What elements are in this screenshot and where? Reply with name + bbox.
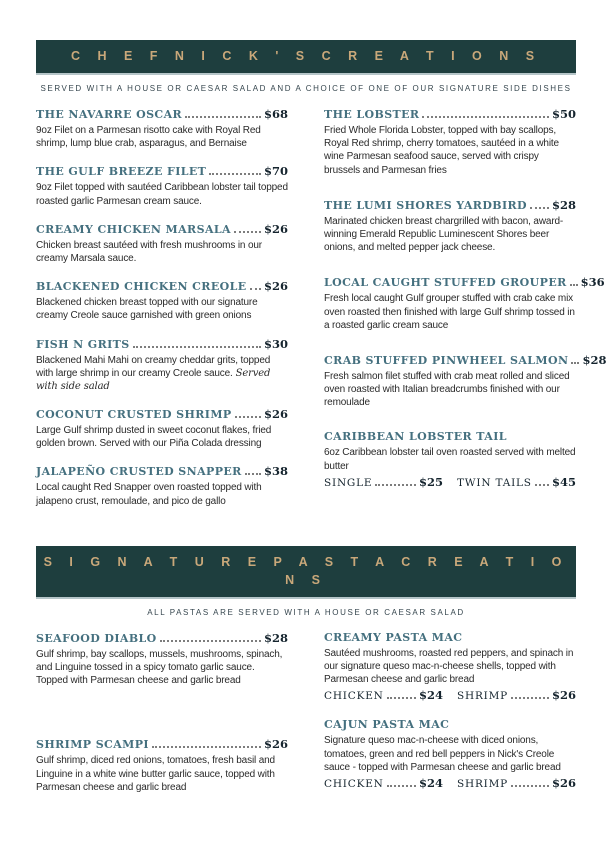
item-description <box>36 239 288 265</box>
variant-option <box>457 688 576 702</box>
section-banner <box>36 546 576 597</box>
item-description-text: Fried Whole Florida Lobster, topped with bay scallops, Royal Red shrimp, cherry tomatoes, sautéed in a white wine Parmesan seafood sauce, served with crispy brussels and Parmesan fries <box>324 125 559 176</box>
menu-section <box>36 546 576 844</box>
variant-label: SINGLE <box>324 476 373 489</box>
item-description-text: Gulf shrimp, bay scallops, mussels, mushrooms, spinach, and Linguine tossed in a spicy tomato garlic sauce. Topped with Parmesan cheese and garlic bread <box>36 648 283 687</box>
left-column <box>36 631 288 844</box>
item-description <box>324 124 576 177</box>
variant-price: $25 <box>418 474 443 489</box>
dotted-leader <box>133 346 261 348</box>
variant-price: $45 <box>551 474 576 489</box>
item-price: $68 <box>263 107 288 121</box>
item-description <box>324 446 576 472</box>
item-description <box>36 754 288 794</box>
item-description-text: Blackened chicken breast topped with our signature creamy Creole sauce garnished with green onions <box>36 297 258 322</box>
section-subtitle: ALL PASTAS ARE SERVED WITH A HOUSE OR CAESAR SALAD <box>147 607 465 617</box>
item-description <box>324 215 576 255</box>
menu-item <box>324 631 576 703</box>
dotted-leader <box>570 284 578 286</box>
item-description-text: Sautéed mushrooms, roasted red peppers, and spinach in our signature queso mac-n-cheese shells, topped with Parmesan cheese and garlic bread <box>324 647 574 686</box>
item-name: SEAFOOD DIABLO <box>36 631 157 645</box>
item-header <box>324 198 576 212</box>
menu-section <box>36 40 607 522</box>
item-name: SHRIMP SCAMPI <box>36 738 149 752</box>
variant-label: SHRIMP <box>457 690 509 703</box>
item-price: $26 <box>263 737 288 752</box>
menu-content <box>36 40 607 844</box>
right-column <box>324 107 607 522</box>
dotted-leader <box>530 207 549 209</box>
item-description-text: Fresh salmon filet stuffed with crab meat rolled and sliced oven roasted with Italian breadcrumbs finished with our remoulade <box>324 370 570 409</box>
item-header <box>36 737 288 751</box>
item-description-text: Marinated chicken breast chargrilled with bacon, award-winning Emerald Republic Luminescent Shores beer onions, and melted pepper jack cheese. <box>324 215 564 254</box>
variant-label: CHICKEN <box>324 777 384 790</box>
item-description <box>36 481 288 507</box>
dotted-leader <box>571 362 579 364</box>
item-price: $28 <box>582 352 607 367</box>
item-description <box>36 296 288 322</box>
right-column <box>324 631 576 844</box>
item-description <box>36 424 288 450</box>
menu-item <box>36 464 288 507</box>
left-column <box>36 107 288 522</box>
item-header <box>324 107 576 121</box>
item-description-text: Fresh local caught Gulf grouper stuffed with crab cake mix oven roasted then finished with large Gulf shrimp tossed in a roasted garlic cream sauce <box>324 293 575 331</box>
item-name: BLACKENED CHICKEN CREOLE <box>36 280 247 294</box>
item-price: $50 <box>551 107 576 121</box>
item-price: $38 <box>263 464 288 479</box>
menu-item <box>36 222 288 265</box>
variant-option <box>324 475 443 489</box>
menu-item <box>324 352 607 410</box>
item-price: $70 <box>263 164 288 179</box>
menu-item <box>36 279 288 322</box>
menu-item <box>324 275 605 332</box>
item-header <box>36 337 288 351</box>
variant-option <box>457 475 576 489</box>
item-header <box>36 164 288 178</box>
item-name: CREAMY CHICKEN MARSALA <box>36 222 231 236</box>
item-header <box>324 631 576 644</box>
menu-item <box>324 430 576 488</box>
item-header <box>324 718 576 731</box>
menu-item <box>36 631 288 688</box>
item-variants <box>324 776 576 790</box>
variant-option <box>324 688 443 702</box>
item-name: COCONUT CRUSTED SHRIMP <box>36 408 232 422</box>
item-header <box>36 222 288 236</box>
item-name: THE LUMI SHORES YARDBIRD <box>324 198 527 212</box>
variant-price: $24 <box>418 775 443 790</box>
dotted-leader <box>511 785 549 787</box>
dotted-leader <box>250 288 261 290</box>
item-description-text: Signature queso mac-n-cheese with diced onions, tomatoes, green and red bell peppers in Nick's Creole sauce - topped with Parmesan cheese and garlic bread <box>324 735 561 773</box>
menu-item <box>36 164 288 207</box>
menu-item <box>324 107 576 177</box>
dotted-leader <box>422 116 549 118</box>
item-variants <box>324 688 576 702</box>
item-description <box>324 370 576 410</box>
menu-item <box>36 407 288 450</box>
item-header <box>324 352 607 367</box>
item-description <box>324 292 576 332</box>
variant-option <box>324 776 443 790</box>
item-description-text: 9oz Filet on a Parmesan risotto cake with Royal Red shrimp, lump blue crab, asparagus, and Bernaise <box>36 125 261 150</box>
item-name: LOCAL CAUGHT STUFFED GROUPER <box>324 276 567 290</box>
item-name: THE LOBSTER <box>324 108 420 121</box>
item-description-text: Blackened Mahi Mahi on creamy cheddar grits, topped with large shrimp in our creamy Creole sauce. <box>36 354 271 379</box>
dotted-leader <box>387 785 416 787</box>
menu-item <box>36 107 288 150</box>
menu-item <box>36 737 288 794</box>
item-header <box>324 275 605 290</box>
menu-item <box>324 718 576 790</box>
section-title: S I G N A T U R E P A S T A C R E A T I O N S <box>43 554 569 587</box>
dotted-leader <box>387 697 416 699</box>
item-description <box>36 354 288 394</box>
item-price: $28 <box>551 197 576 212</box>
dotted-leader <box>235 416 261 418</box>
item-description-text: 6oz Caribbean lobster tail oven roasted served with melted butter <box>324 447 576 472</box>
variant-price: $24 <box>418 688 443 703</box>
section-banner <box>36 40 576 73</box>
item-header <box>36 107 288 121</box>
section-title: C H E F N I C K ' S C R E A T I O N S <box>70 49 542 63</box>
item-description-text: Chicken breast sautéed with fresh mushrooms in our creamy Marsala sauce. <box>36 239 262 264</box>
item-price: $26 <box>263 407 288 422</box>
item-price: $26 <box>263 221 288 236</box>
dotted-leader <box>535 484 549 486</box>
item-name: JALAPEÑO CRUSTED SNAPPER <box>36 465 242 479</box>
item-description <box>36 124 288 150</box>
item-name: CARIBBEAN LOBSTER TAIL <box>324 430 507 444</box>
item-variants <box>324 475 576 489</box>
item-price: $36 <box>580 275 605 290</box>
section-subtitle: SERVED WITH A HOUSE OR CAESAR SALAD AND A CHOICE OF ONE OF OUR SIGNATURE SIDE DISHES <box>40 84 572 93</box>
dotted-leader <box>152 746 261 748</box>
variant-label: SHRIMP <box>457 777 509 790</box>
variant-option <box>457 776 576 790</box>
item-name: THE NAVARRE OSCAR <box>36 108 183 121</box>
item-description <box>324 734 576 774</box>
item-header <box>36 464 288 478</box>
item-description <box>36 181 288 207</box>
item-header <box>36 407 288 421</box>
item-name: THE GULF BREEZE FILET <box>36 165 207 179</box>
item-description-text: Local caught Red Snapper oven roasted topped with jalapeno crust, remoulade, and pico de gallo <box>36 482 262 507</box>
menu-columns <box>36 631 576 844</box>
dotted-leader <box>375 484 416 486</box>
item-header <box>36 279 288 293</box>
item-price: $30 <box>263 336 288 351</box>
item-name: FISH N GRITS <box>36 337 130 351</box>
variant-label: CHICKEN <box>324 690 384 703</box>
item-header <box>36 631 288 645</box>
item-description-text: 9oz Filet topped with sautéed Caribbean lobster tail topped roasted garlic Parmesan cream sauce. <box>36 182 288 207</box>
item-description-text: Large Gulf shrimp dusted in sweet coconut flakes, fried golden brown. Served with our Piña Colada dressing <box>36 425 272 450</box>
item-name: CREAMY PASTA MAC <box>324 630 463 644</box>
menu-item <box>36 337 288 394</box>
menu-columns <box>36 107 607 522</box>
item-price: $28 <box>263 630 288 645</box>
variant-price: $26 <box>551 775 576 790</box>
dotted-leader <box>160 640 261 642</box>
dotted-leader <box>185 116 261 118</box>
menu-item <box>324 198 576 255</box>
dotted-leader <box>234 231 261 233</box>
dotted-leader <box>511 697 549 699</box>
variant-price: $26 <box>551 688 576 703</box>
item-note: Served with side salad <box>36 367 271 392</box>
item-name: CAJUN PASTA MAC <box>324 718 450 732</box>
item-description <box>36 648 288 688</box>
item-price: $26 <box>263 279 288 294</box>
dotted-leader <box>209 173 261 175</box>
item-header <box>324 430 576 443</box>
item-name: CRAB STUFFED PINWHEEL SALMON <box>324 353 569 367</box>
item-description-text: Gulf shrimp, diced red onions, tomatoes, fresh basil and Linguine in a white wine butter garlic sauce, topped with Parmesan cheese and garlic bread <box>36 755 275 793</box>
variant-label: TWIN TAILS <box>457 476 532 489</box>
dotted-leader <box>245 473 261 475</box>
item-description <box>324 647 576 687</box>
